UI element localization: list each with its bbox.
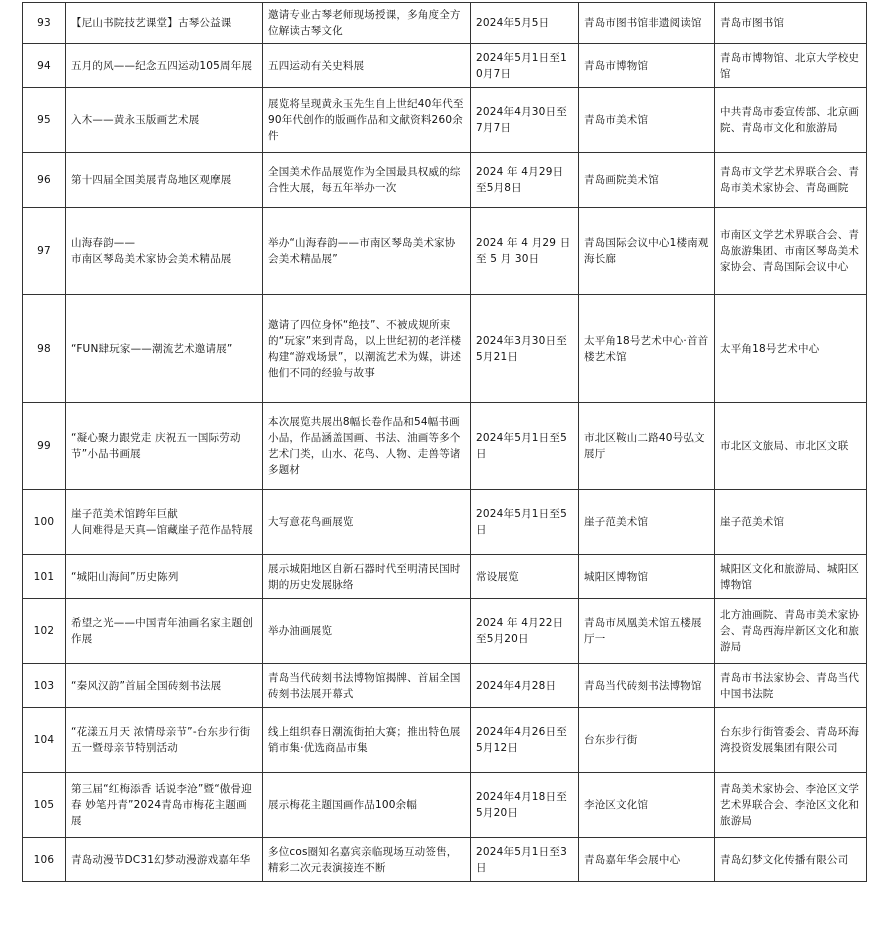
event-content: 举办“山海春韵——市南区琴岛美术家协会美术精品展” [263,208,471,295]
event-time: 2024年5月1日至10月7日 [471,44,579,88]
event-time: 2024 年 4月29日至5月8日 [471,153,579,208]
event-content: 邀请了四位身怀“绝技”、不被成规所束的“玩家”来到青岛，以上世纪初的老洋楼构建“游戏场景”，以潮流艺术为媒，讲述他们不同的经验与故事 [263,295,471,403]
table-row [23,555,867,599]
event-organizer: 崖子范美术馆 [715,490,867,555]
event-name: “花漾五月天 浓情母亲节”-台东步行街五一暨母亲节特别活动 [66,708,263,773]
row-number: 106 [23,838,66,882]
row-number: 93 [23,3,66,44]
table-row [23,403,867,490]
event-organizer: 市北区文旅局、市北区文联 [715,403,867,490]
event-organizer: 太平角18号艺术中心 [715,295,867,403]
table-row [23,490,867,555]
row-number: 94 [23,44,66,88]
row-number: 95 [23,88,66,153]
event-time: 常设展览 [471,555,579,599]
table-row [23,44,867,88]
event-content: 邀请专业古琴老师现场授课，多角度全方位解读古琴文化 [263,3,471,44]
event-organizer: 城阳区文化和旅游局、城阳区博物馆 [715,555,867,599]
event-venue: 青岛市美术馆 [579,88,715,153]
row-number: 104 [23,708,66,773]
event-time: 2024 年 4 月29 日至 5 月 30日 [471,208,579,295]
event-content: 展示城阳地区自新石器时代至明清民国时期的历史发展脉络 [263,555,471,599]
event-organizer: 中共青岛市委宣传部、北京画院、青岛市文化和旅游局 [715,88,867,153]
event-venue: 李沧区文化馆 [579,773,715,838]
row-number: 99 [23,403,66,490]
event-organizer: 青岛市博物馆、北京大学校史馆 [715,44,867,88]
table-row [23,3,867,44]
event-time: 2024年4月28日 [471,664,579,708]
row-number: 97 [23,208,66,295]
event-time: 2024 年 4月22日至5月20日 [471,599,579,664]
event-name: 崖子范美术馆跨年巨献 人间难得是天真—馆藏崖子范作品特展 [66,490,263,555]
event-name: “FUN肆玩家——潮流艺术邀请展” [66,295,263,403]
row-number: 101 [23,555,66,599]
event-name: 五月的风——纪念五四运动105周年展 [66,44,263,88]
event-time: 2024年5月5日 [471,3,579,44]
event-content: 线上组织春日潮流街拍大赛；推出特色展销市集·优选商品市集 [263,708,471,773]
event-content: 大写意花鸟画展览 [263,490,471,555]
event-time: 2024年4月26日至5月12日 [471,708,579,773]
event-organizer: 青岛市书法家协会、青岛当代中国书法院 [715,664,867,708]
event-organizer: 青岛幻梦文化传播有限公司 [715,838,867,882]
row-number: 100 [23,490,66,555]
event-venue: 青岛市凤凰美术馆五楼展厅一 [579,599,715,664]
table-row [23,708,867,773]
event-organizer: 青岛市文学艺术界联合会、青岛市美术家协会、青岛画院 [715,153,867,208]
event-name: “城阳山海间”历史陈列 [66,555,263,599]
event-content: 本次展览共展出8幅长卷作品和54幅书画小品，作品涵盖国画、书法、油画等多个艺术门类，山水、花鸟、人物、走兽等诸多题材 [263,403,471,490]
event-name: 希望之光——中国青年油画名家主题创作展 [66,599,263,664]
event-content: 青岛当代砖刻书法博物馆揭牌、首届全国砖刻书法展开幕式 [263,664,471,708]
event-venue: 城阳区博物馆 [579,555,715,599]
event-venue: 崖子范美术馆 [579,490,715,555]
event-time: 2024年5月1日至5日 [471,490,579,555]
table-row [23,295,867,403]
event-organizer: 青岛美术家协会、李沧区文学艺术界联合会、李沧区文化和旅游局 [715,773,867,838]
event-content: 举办油画展览 [263,599,471,664]
event-time: 2024年3月30日至5月21日 [471,295,579,403]
event-venue: 青岛国际会议中心1楼南观海长廊 [579,208,715,295]
event-venue: 青岛嘉年华会展中心 [579,838,715,882]
table-row [23,153,867,208]
event-venue: 市北区鞍山二路40号弘文展厅 [579,403,715,490]
event-name: 第三届“红梅添香 话说李沧”暨“傲骨迎春 妙笔丹青”2024青岛市梅花主题画展 [66,773,263,838]
event-content: 全国美术作品展览作为全国最具权威的综合性大展，每五年举办一次 [263,153,471,208]
event-content: 五四运动有关史料展 [263,44,471,88]
event-name: 第十四届全国美展青岛地区观摩展 [66,153,263,208]
event-venue: 青岛市图书馆非遗阅读馆 [579,3,715,44]
event-time: 2024年4月18日至5月20日 [471,773,579,838]
events-table [22,2,867,882]
event-name: 【尼山书院技艺课堂】古琴公益课 [66,3,263,44]
event-time: 2024年5月1日至3日 [471,838,579,882]
table-row [23,599,867,664]
event-organizer: 市南区文学艺术界联合会、青岛旅游集团、市南区琴岛美术家协会、青岛国际会议中心 [715,208,867,295]
table-row [23,773,867,838]
event-organizer: 台东步行街管委会、青岛环海湾投资发展集团有限公司 [715,708,867,773]
event-name: 青岛动漫节DC31幻梦动漫游戏嘉年华 [66,838,263,882]
event-organizer: 青岛市图书馆 [715,3,867,44]
event-venue: 青岛市博物馆 [579,44,715,88]
event-name: 入木——黄永玉版画艺术展 [66,88,263,153]
event-name: “凝心聚力跟党走 庆祝五一国际劳动节”小品书画展 [66,403,263,490]
table-row [23,208,867,295]
table-row [23,88,867,153]
row-number: 96 [23,153,66,208]
event-content: 展示梅花主题国画作品100余幅 [263,773,471,838]
table-row [23,664,867,708]
event-venue: 台东步行街 [579,708,715,773]
event-content: 多位cos圈知名嘉宾亲临现场互动签售，精彩二次元表演接连不断 [263,838,471,882]
event-time: 2024年4月30日至7月7日 [471,88,579,153]
event-venue: 青岛画院美术馆 [579,153,715,208]
table-row [23,838,867,882]
event-time: 2024年5月1日至5日 [471,403,579,490]
row-number: 105 [23,773,66,838]
event-venue: 太平角18号艺术中心·首首楼艺术馆 [579,295,715,403]
event-name: “秦风汉韵”首届全国砖刻书法展 [66,664,263,708]
row-number: 102 [23,599,66,664]
event-organizer: 北方油画院、青岛市美术家协会、青岛西海岸新区文化和旅游局 [715,599,867,664]
event-content: 展览将呈现黄永玉先生自上世纪40年代至90年代创作的版画作品和文献资料260余件 [263,88,471,153]
row-number: 103 [23,664,66,708]
row-number: 98 [23,295,66,403]
event-venue: 青岛当代砖刻书法博物馆 [579,664,715,708]
event-name: 山海春韵—— 市南区琴岛美术家协会美术精品展 [66,208,263,295]
